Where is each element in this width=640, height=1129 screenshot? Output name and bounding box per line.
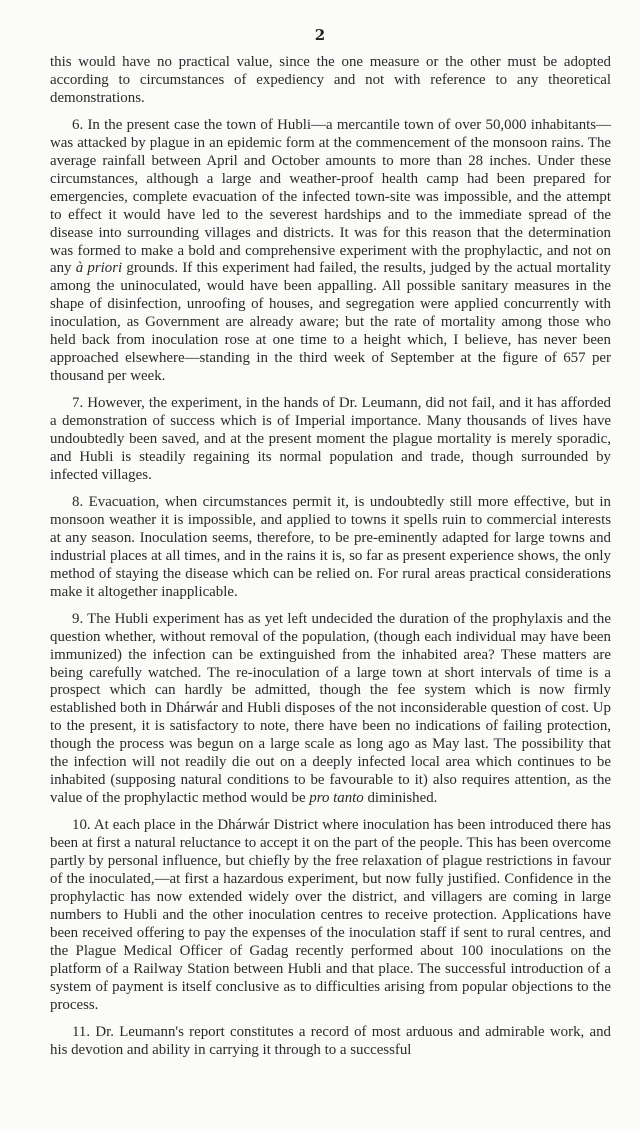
paragraph-continuation — [50, 54, 611, 108]
paragraph-6 — [50, 117, 611, 386]
paragraph-text: grounds. If this experiment had failed, the results, judged by the actual mortality among the uninoculated, would have been appalling. All possible sanitary measures in the shape of disinfection, unroofing of houses, and segregation were applied concurrently with inoculation, as Government are already aware; but the rate of mortality among those who held back from inoculation rose at one time to a height which, I believe, has never been approached elsewhere—standing in the third week of September at the figure of 657 per thousand per week. — [50, 260, 611, 385]
paragraph-8 — [50, 494, 611, 602]
paragraph-text: diminished. — [363, 790, 438, 807]
paragraph-9 — [50, 611, 611, 808]
paragraph-text: 9. The Hubli experiment has as yet left undecided the duration of the prophylaxis and the question whether, without removal of the population, (though each individual may have been immunized) the infection can be extinguished from the inhabited area? These matters are being carefully watched. The re-inoculation of a large town at short intervals of time is a prospect which can hardly be admitted, though the fee system which is now firmly established both in Dhárwár and Hubli disposes of the not inconsiderable question of cost. Up to the present, it is satisfactory to note, there have been no indications of failing protection, though the process was begun on a large scale as long ago as May last. The possibility that the infection will not readily die out on a deeply infected local area which continues to be inhabited (supposing natural conditions to be favourable to it) also requires attention, as the value of the prophylactic method would be — [50, 610, 611, 807]
paragraph-text: 7. However, the experiment, in the hands of Dr. Leumann, did not fail, and it has afforded a demonstration of success which is of Imperial importance. Many thousands of lives have undoubtedly been saved, and at the present moment the plague mortality is merely sporadic, and Hubli is steadily regaining its normal population and trade, though surrounded by infected villages. — [50, 395, 611, 483]
paragraph-text: 6. In the present case the town of Hubli—a mercantile town of over 50,000 inhabitants—was attacked by plague in an epidemic form at the commencement of the monsoon rains. The average rainfall between April and October amounts to more than 28 inches. Under these circumstances, although a large and weather-proof health camp had been prepared for emergencies, complete evacuation of the infected town-site was impossible, and the attempt to effect it would have led to the severest hardships and to the immediate spread of the disease into surrounding villages and districts. It was for this reason that the determination was formed to make a bold and comprehensive experiment with the prophylactic, and not on any — [50, 116, 611, 277]
paragraph-11 — [50, 1024, 611, 1060]
paragraph-text: 10. At each place in the Dhárwár District where inoculation has been introduced there has been at first a natural reluctance to accept it on the part of the people. This has been overcome partly by personal influence, but chiefly by the free relaxation of plague restrictions in favour of the inoculated,—at first a hazardous experiment, but now fully justified. Confidence in the prophylactic has now extended widely over the district, and villagers are coming in large numbers to Hubli and the other inoculation centres to receive protection. Applications have been received offering to pay the expenses of the inoculation staff if sent to rural centres, and the Plague Medical Officer of Gadag recently performed about 100 inoculations on the platform of a Railway Station between Hubli and that place. The successful introduction of a system of payment is itself conclusive as to difficulties arising from popular objections to the process. — [50, 817, 611, 1013]
paragraph-7 — [50, 395, 611, 485]
italic-phrase: pro tanto — [309, 790, 364, 807]
body-text — [50, 54, 611, 1069]
paragraph-10 — [50, 817, 611, 1014]
page-number: 2 — [314, 26, 326, 44]
paragraph-text: this would have no practical value, since the one measure or the other must be adopted according to circumstances of expediency and not with reference to any theoretical demonstrations. — [50, 54, 611, 106]
italic-phrase: à priori — [75, 260, 123, 277]
paragraph-text: 11. Dr. Leumann's report constitutes a record of most arduous and admirable work, and his devotion and ability in carrying it through to a successful — [50, 1023, 611, 1058]
paragraph-text: 8. Evacuation, when circumstances permit it, is undoubtedly still more effective, but in monsoon weather it is impossible, and applied to towns it spells ruin to commercial interests at any season. Inoculation seems, therefore, to be pre-eminently adapted for large towns and industrial places at all times, and in the rains it is, so far as present experience shows, the only method of staying the disease which can be relied on. For rural areas practical considerations make it altogether inapplicable. — [50, 493, 611, 600]
